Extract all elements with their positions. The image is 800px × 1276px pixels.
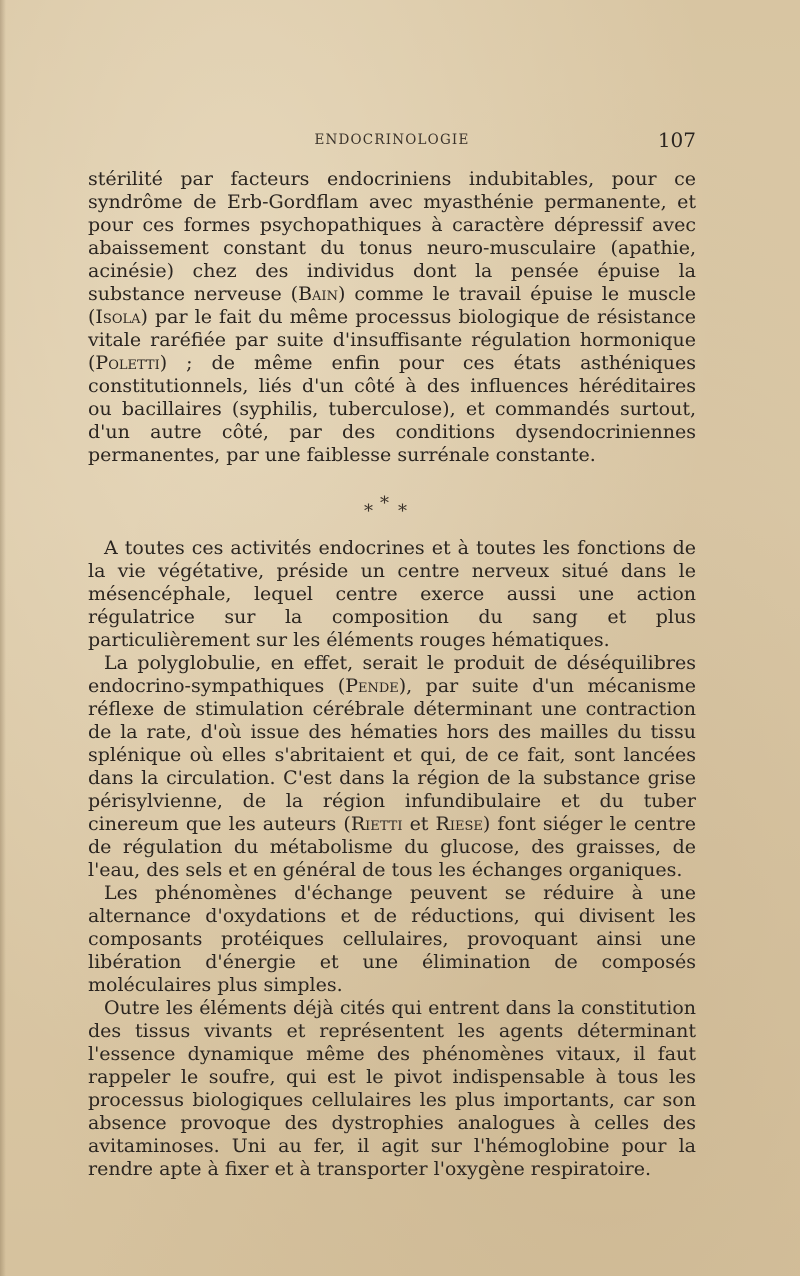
asterisk-right: * bbox=[398, 501, 407, 522]
paragraph-text: stérilité par facteurs endocriniens indubitables, pour ce syndrôme de Erb-Gordflam avec myasthénie permanente, et pour ces formes psychopathiques à caractère dépressif avec abaissement constant du tonus neuro-musculaire (apathie, acinésie) chez des individus dont la pensée épuise la substance nerveuse ( bbox=[88, 168, 696, 305]
paragraph-text: La polyglobulie, en effet, serait le produit de déséquilibres endocrino-sympathiques ( bbox=[88, 652, 696, 697]
paragraph-text: ) comme le travail épuise le muscle ( bbox=[88, 283, 697, 328]
paragraph bbox=[88, 652, 696, 882]
paragraph-text: ) ; de même enfin pour ces états asthéniques constitutionnels, liés d'un côté à des influences héréditaires ou bacillaires (syphilis, tuberculose), et commandés surtout, d'un autre côté, par des conditions dysendocriniennes permanentes, par une faiblesse surrénale constante. bbox=[88, 352, 696, 466]
page-edge-shadow bbox=[0, 0, 6, 1276]
author-name: Riese bbox=[435, 813, 483, 835]
paragraph-text: ) font siéger le centre de régulation du métabolisme du glucose, des graisses, de l'eau, des sels et en général de tous les échanges organiques. bbox=[88, 813, 696, 881]
page-header bbox=[88, 128, 696, 152]
section-separator bbox=[88, 473, 696, 537]
paragraph-text: et bbox=[402, 813, 436, 835]
author-name: Bain bbox=[298, 283, 338, 305]
paragraph: Les phénomènes d'échange peuvent se réduire à une alternance d'oxydations et de réductions, qui divisent les composants protéiques cellulaires, provoquant ainsi une libération d'énergie et une élimination de composés moléculaires plus simples. bbox=[88, 882, 696, 996]
author-name: Isola bbox=[95, 306, 141, 328]
author-name: Rietti bbox=[350, 813, 403, 835]
paragraph: Outre les éléments déjà cités qui entrent dans la constitution des tissus vivants et représentent les agents déterminant l'essence dynamique même des phénomènes vitaux, il faut rappeler le soufre, qui est le pivot indispensable à tous les processus biologiques cellulaires les plus importants, car son absence provoque des dystrophies analogues à celles des avitaminoses. Uni au fer, il agit sur l'hémoglobine pour la rendre apte à fixer et à transporter l'oxygène respiratoire. bbox=[88, 997, 696, 1180]
paragraph: A toutes ces activités endocrines et à toutes les fonctions de la vie végétative, préside un centre nerveux situé dans le mésencéphale, lequel centre exerce aussi une action régulatrice sur la composition du sang et plus particulièrement sur les éléments rouges hématiques. bbox=[88, 537, 696, 651]
author-name: Poletti bbox=[95, 352, 160, 374]
running-title: ENDOCRINOLOGIE bbox=[314, 132, 470, 148]
page-body bbox=[88, 168, 696, 1181]
asterisk-top: * bbox=[380, 493, 389, 514]
paragraph-text: ) par le fait du même processus biologique de résistance vitale raréfiée par suite d'insuffisante régulation hormonique ( bbox=[88, 306, 696, 374]
page-number: 107 bbox=[657, 128, 696, 152]
paragraph-text: ), par suite d'un mécanisme réflexe de stimulation cérébrale déterminant une contraction de la rate, d'où issue des hématies hors des mailles du tissu splénique où elles s'abritaient et qui, de ce fait, sont lancées dans la circulation. C'est dans la région de la substance grise périsylvienne, de la région infundibulaire et du tuber cinereum que les auteurs ( bbox=[88, 675, 697, 835]
author-name: Pende bbox=[345, 675, 399, 697]
asterisk-left: * bbox=[364, 501, 373, 522]
paragraph-continued bbox=[88, 168, 696, 467]
